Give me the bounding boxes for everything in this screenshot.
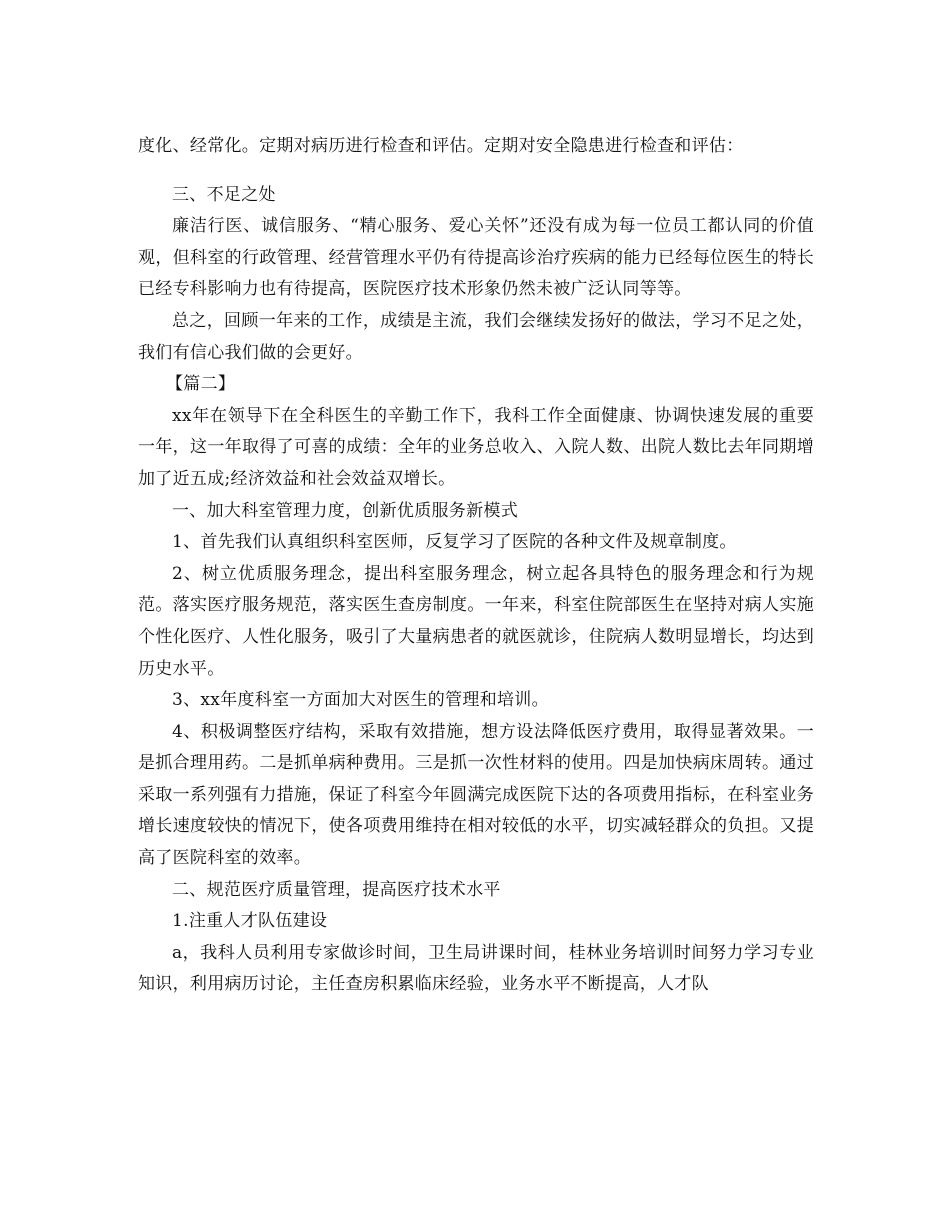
part-two-tag: 【篇二】 — [166, 374, 236, 395]
body-paragraph: a，我科人员利用专家做诊时间，卫生局讲课时间，桂林业务培训时间努力学习专业知识，利用病历讨论，主任查房积累临床经验，业务水平不断提高，人才队 — [138, 942, 814, 995]
list-paragraph: 2、树立优质服务理念，提出科室服务理念，树立起各具特色的服务理念和行为规范。落实医疗服务规范，落实医生查房制度。一年来，科室住院部医生在坚持对病人实施个性化医疗、人性化服务，吸引了大量病患者的就医就诊，住院病人数明显增长，均达到历史水平。 — [138, 563, 814, 679]
body-paragraph: 总之，回顾一年来的工作，成绩是主流，我们会继续发扬好的做法，学习不足之处，我们有信心我们做的会更好。 — [138, 310, 814, 363]
list-paragraph: 4、积极调整医疗结构，采取有效措施，想方设法降低医疗费用，取得显著效果。一是抓合理用药。二是抓单病种费用。三是抓一次性材料的使用。四是加快病床周转。通过采取一系列强有力措施，保证了科室今年圆满完成医院下达的各项费用指标，在科室业务增长速度较快的情况下，使各项费用维持在相对较低的水平，切实减轻群众的负担。又提高了医院科室的效率。 — [138, 721, 814, 869]
list-paragraph: 3、xx年度科室一方面加大对医生的管理和培训。 — [172, 690, 549, 711]
document-page — [138, 114, 814, 1001]
list-paragraph: 1、首先我们认真组织科室医师，反复学习了医院的各种文件及规章制度。 — [172, 532, 737, 553]
section-heading-quality: 二、规范医疗质量管理，提高医疗技术水平 — [172, 879, 501, 900]
section-heading-shortcomings: 三、不足之处 — [172, 184, 276, 205]
section-heading-management: 一、加大科室管理力度，创新优质服务新模式 — [172, 500, 518, 521]
body-paragraph: xx年在领导下在全科医生的辛勤工作下，我科工作全面健康、协调快速发展的重要一年，这一年取得了可喜的成绩：全年的业务总收入、入院人数、出院人数比去年同期增加了近五成;经济效益和社会效益双增长。 — [138, 405, 814, 489]
body-paragraph: 廉洁行医、诚信服务、“精心服务、爱心关怀”还没有成为每一位员工都认同的价值观，但科室的行政管理、经营管理水平仍有待提高诊治疗疾病的能力已经每位医生的特长已经专科影响力也有待提高，医院医疗技术形象仍然未被广泛认同等等。 — [138, 216, 814, 300]
subsection-heading-talent: 1.注重人才队伍建设 — [172, 911, 328, 932]
continuation-paragraph: 度化、经常化。定期对病历进行检查和评估。定期对安全隐患进行检查和评估： — [138, 136, 744, 156]
